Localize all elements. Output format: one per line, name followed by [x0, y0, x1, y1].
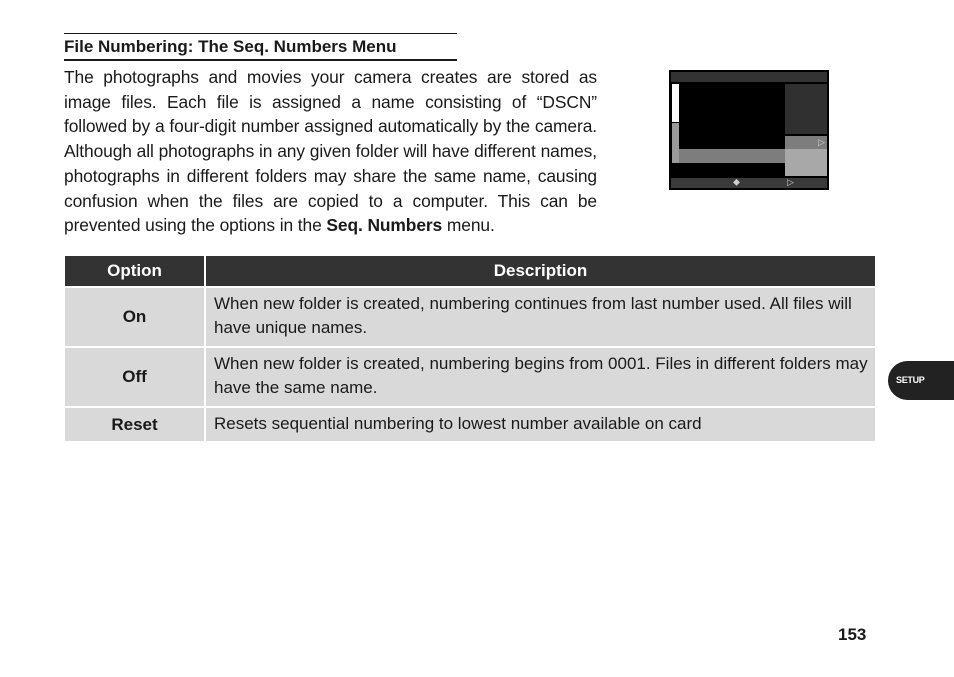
lcd-gray-box — [785, 149, 827, 176]
up-down-arrow-icon: ⬥ — [733, 177, 740, 188]
lcd-highlight-bar — [679, 149, 785, 163]
table-row — [65, 408, 875, 441]
right-triangle-icon: ▷ — [818, 137, 825, 147]
intro-text-after: menu. — [442, 215, 495, 236]
lcd-menu-tab — [672, 84, 679, 122]
column-header-option: Option — [65, 256, 204, 286]
table-row — [65, 288, 875, 346]
right-triangle-icon: ▷ — [787, 177, 794, 187]
intro-menu-name: Seq. Numbers — [326, 215, 443, 236]
camera-lcd-illustration — [669, 70, 829, 190]
page-number: 153 — [838, 625, 867, 644]
intro-paragraph — [64, 65, 597, 238]
options-table — [63, 254, 877, 443]
option-cell: Reset — [65, 408, 204, 441]
description-cell: When new folder is created, numbering begins from 0001. Files in different folders may have the same name. — [206, 348, 875, 406]
column-header-description: Description — [206, 256, 875, 286]
section-title: File Numbering: The Seq. Numbers Menu — [64, 33, 457, 61]
option-cell: Off — [65, 348, 204, 406]
intro-text-before: The photographs and movies your camera creates are stored as image files. Each file is assigned a name consisting of “DSCN” followed by a four-digit number assigned automatically by the camera. Although all photographs in any given folder will have different names, photographs in different folders may share the same name, causing confusion when the files are copied to a computer. This can be prevented using the options in the — [64, 67, 597, 236]
lcd-menu-tab-secondary — [672, 123, 679, 163]
option-cell: On — [65, 288, 204, 346]
lcd-bottom-bar — [671, 178, 827, 188]
table-row — [65, 348, 875, 406]
lcd-side-panel — [785, 84, 827, 134]
lcd-title-bar — [671, 72, 827, 82]
description-cell: Resets sequential numbering to lowest number available on card — [206, 408, 875, 441]
setup-section-tab: SETUP — [888, 361, 954, 400]
table-header-row — [65, 256, 875, 286]
description-cell: When new folder is created, numbering continues from last number used. All files will have unique names. — [206, 288, 875, 346]
